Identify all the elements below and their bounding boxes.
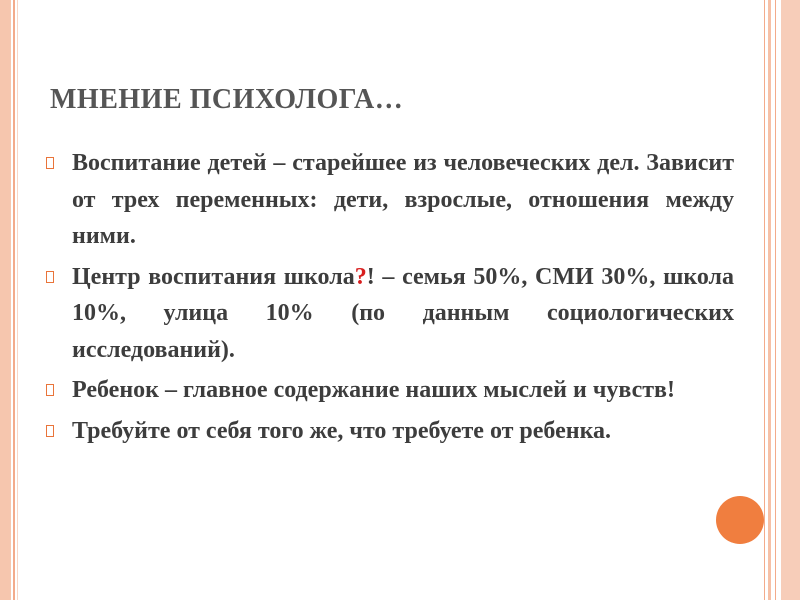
border-stripe [17, 0, 18, 600]
square-outline-bullet-icon [46, 384, 54, 396]
bullet-text: Требуйте от себя того же, что требуете от ребенка. [72, 417, 612, 444]
square-outline-bullet-icon [46, 271, 54, 283]
border-stripe [768, 0, 771, 600]
left-decorative-border [0, 0, 20, 600]
bullet-text: Центр воспитания школа [72, 263, 355, 290]
bullet-item [46, 372, 734, 409]
slide-title: МНЕНИЕ ПСИХОЛОГА… [50, 84, 404, 115]
bullet-text: Ребенок – главное содержание наших мыслей и чувств! [72, 377, 675, 403]
border-stripe [764, 0, 765, 600]
bullet-list [46, 145, 734, 453]
square-outline-bullet-icon [46, 157, 54, 169]
bullet-text: Воспитание детей – старейшее из человеческих дел. Зависит от трех переменных: дети, взрослые, отношения между ними. [72, 150, 734, 249]
border-stripe [781, 0, 800, 600]
red-question-mark: ? [354, 263, 367, 290]
right-decorative-border [764, 0, 800, 600]
border-stripe [13, 0, 15, 600]
square-outline-bullet-icon [46, 425, 54, 437]
border-stripe [775, 0, 776, 600]
bullet-item [46, 259, 734, 369]
bullet-item [46, 413, 734, 450]
orange-circle-accent [716, 496, 764, 544]
border-stripe [0, 0, 11, 600]
bullet-item [46, 145, 734, 255]
bullet-text-continued: ! – семья 50%, СМИ 30%, школа 10%, улица 10% (по данным социологических исследований). [72, 263, 735, 363]
